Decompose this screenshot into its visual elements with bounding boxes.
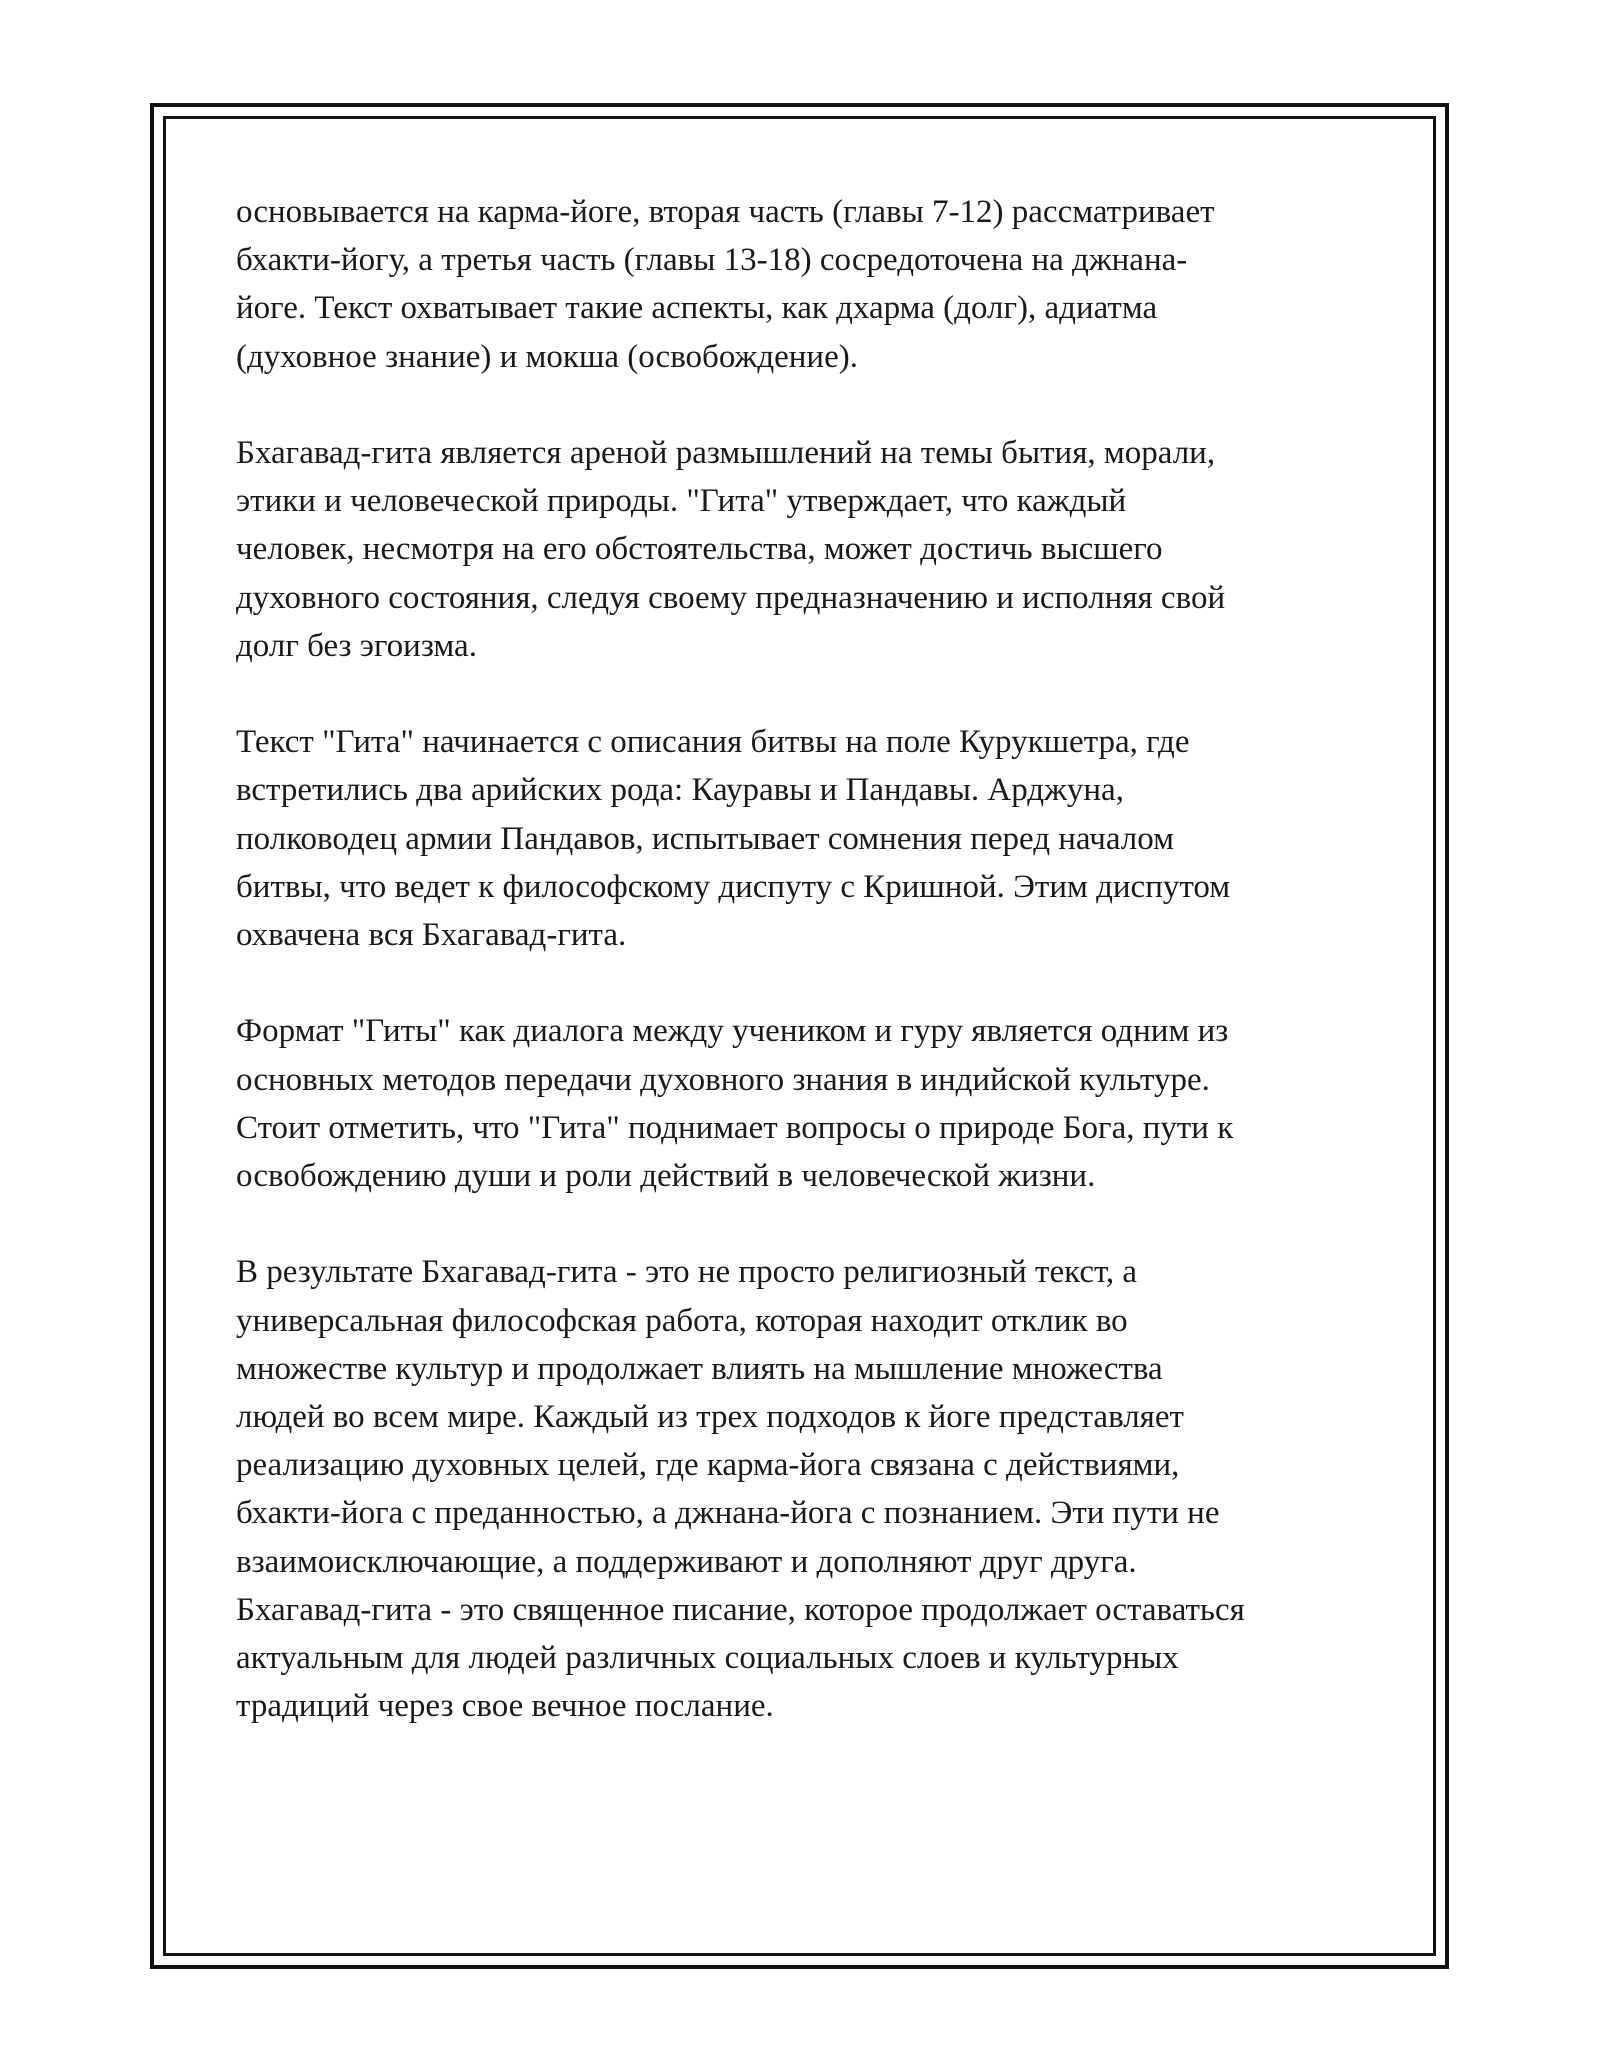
paragraph-1: основывается на карма-йоге, вторая часть (главы 7-12) рассматривает бхакти-йогу, а третья часть (главы 13-18) сосредоточена на джнана- йоге. Текст охватывает такие аспекты, как дхарма (долг), адиатма (духовное знание) и мокша (освобождение). <box>236 194 1215 375</box>
paragraph-3: Текст "Гита" начинается с описания битвы на поле Курукшетра, где встретились два арийских рода: Кауравы и Пандавы. Арджуна, полководец армии Пандавов, испытывает сомнения перед началом битвы, что ведет к философскому диспуту с Кришной. Этим диспутом охвачена вся Бхагавад-гита. <box>236 724 1231 954</box>
paragraph-5: В результате Бхагавад-гита - это не просто религиозный текст, а универсальная философская работа, которая находит отклик во множестве культур и продолжает влиять на мышление множества людей во всем мире. Каждый из трех подходов к йоге представляет реализацию духовных целей, где карма-йога связана с действиями, бхакти-йога с преданностью, а джнана-йога с познанием. Эти пути не взаимоисключающие, а поддерживают и дополняют друг друга. Бхагавад-гита - это священное писание, которое продолжает оставаться актуальным для людей различных социальных слоев и культурных традиций через свое вечное послание. <box>236 1254 1245 1725</box>
document-body <box>236 188 1376 1730</box>
paragraph-4: Формат "Гиты" как диалога между учеником и гуру является одним из основных методов передачи духовного знания в индийской культуре. Стоит отметить, что "Гита" поднимает вопросы о природе Бога, пути к освобождению души и роли действий в человеческой жизни. <box>236 1013 1234 1195</box>
paragraph-2: Бхагавад-гита является ареной размышлений на темы бытия, морали, этики и человеческой природы. "Гита" утверждает, что каждый человек, несмотря на его обстоятельства, может достичь высшего духовного состояния, следуя своему предназначению и исполняя свой долг без эгоизма. <box>236 435 1226 664</box>
